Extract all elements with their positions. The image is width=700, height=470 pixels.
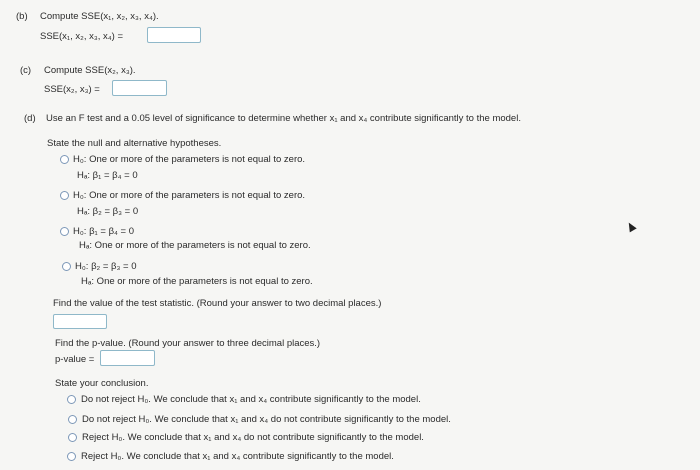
hypothesis-option-4-radio[interactable] bbox=[62, 262, 71, 271]
conclusion-option-4-label: Reject H₀. We conclude that x₁ and x₄ contribute significantly to the model. bbox=[81, 451, 394, 462]
hypothesis-option-2-radio[interactable] bbox=[60, 191, 69, 200]
part-b-prompt: Compute SSE(x₁, x₂, x₃, x₄). bbox=[40, 11, 159, 22]
sse-full-label: SSE(x₁, x₂, x₃, x₄) = bbox=[40, 31, 123, 42]
pvalue-prompt: Find the p-value. (Round your answer to three decimal places.) bbox=[55, 338, 321, 349]
part-c-label: (c) bbox=[20, 65, 32, 76]
pvalue-input[interactable] bbox=[100, 350, 155, 366]
hypothesis-option-1-h0: H₀: One or more of the parameters is not equal to zero. bbox=[73, 154, 306, 165]
test-statistic-prompt: Find the value of the test statistic. (Round your answer to two decimal places.) bbox=[53, 298, 382, 309]
conclusion-option-1-radio[interactable] bbox=[67, 395, 76, 404]
conclusion-option-4-radio[interactable] bbox=[67, 452, 76, 461]
hypothesis-option-2-ha: Hₐ: β₂ = β₃ = 0 bbox=[77, 206, 139, 217]
sse-reduced-label: SSE(x₂, x₃) = bbox=[44, 84, 100, 95]
hypothesis-option-3-h0: H₀: β₁ = β₄ = 0 bbox=[73, 226, 135, 237]
sse-full-input[interactable] bbox=[147, 27, 201, 43]
hypotheses-heading: State the null and alternative hypotheses. bbox=[47, 138, 222, 149]
pvalue-label: p-value = bbox=[55, 354, 95, 365]
part-c-prompt: Compute SSE(x₂, x₃). bbox=[44, 65, 136, 76]
part-d-prompt: Use an F test and a 0.05 level of significance to determine whether x₁ and x₄ contribute significantly to the model. bbox=[46, 113, 521, 124]
conclusion-heading: State your conclusion. bbox=[55, 378, 149, 389]
conclusion-option-1-label: Do not reject H₀. We conclude that x₁ and x₄ contribute significantly to the model. bbox=[81, 394, 421, 405]
hypothesis-option-3-ha: Hₐ: One or more of the parameters is not equal to zero. bbox=[79, 240, 311, 251]
conclusion-option-2-radio[interactable] bbox=[68, 415, 77, 424]
conclusion-option-2-label: Do not reject H₀. We conclude that x₁ and x₄ do not contribute significantly to the model. bbox=[82, 414, 451, 425]
conclusion-option-3-label: Reject H₀. We conclude that x₁ and x₄ do not contribute significantly to the model. bbox=[82, 432, 424, 443]
hypothesis-option-1-ha: Hₐ: β₁ = β₄ = 0 bbox=[77, 170, 138, 181]
hypothesis-option-4-h0: H₀: β₂ = β₃ = 0 bbox=[75, 261, 137, 272]
part-b-label: (b) bbox=[16, 11, 28, 22]
hypothesis-option-4-ha: Hₐ: One or more of the parameters is not equal to zero. bbox=[81, 276, 313, 287]
hypothesis-option-1-radio[interactable] bbox=[60, 155, 69, 164]
test-statistic-input[interactable] bbox=[53, 314, 107, 329]
conclusion-option-3-radio[interactable] bbox=[68, 433, 77, 442]
part-d-label: (d) bbox=[24, 113, 36, 124]
hypothesis-option-3-radio[interactable] bbox=[60, 227, 69, 236]
hypothesis-option-2-h0: H₀: One or more of the parameters is not equal to zero. bbox=[73, 190, 306, 201]
sse-reduced-input[interactable] bbox=[112, 80, 167, 96]
mouse-pointer-icon bbox=[625, 221, 636, 233]
